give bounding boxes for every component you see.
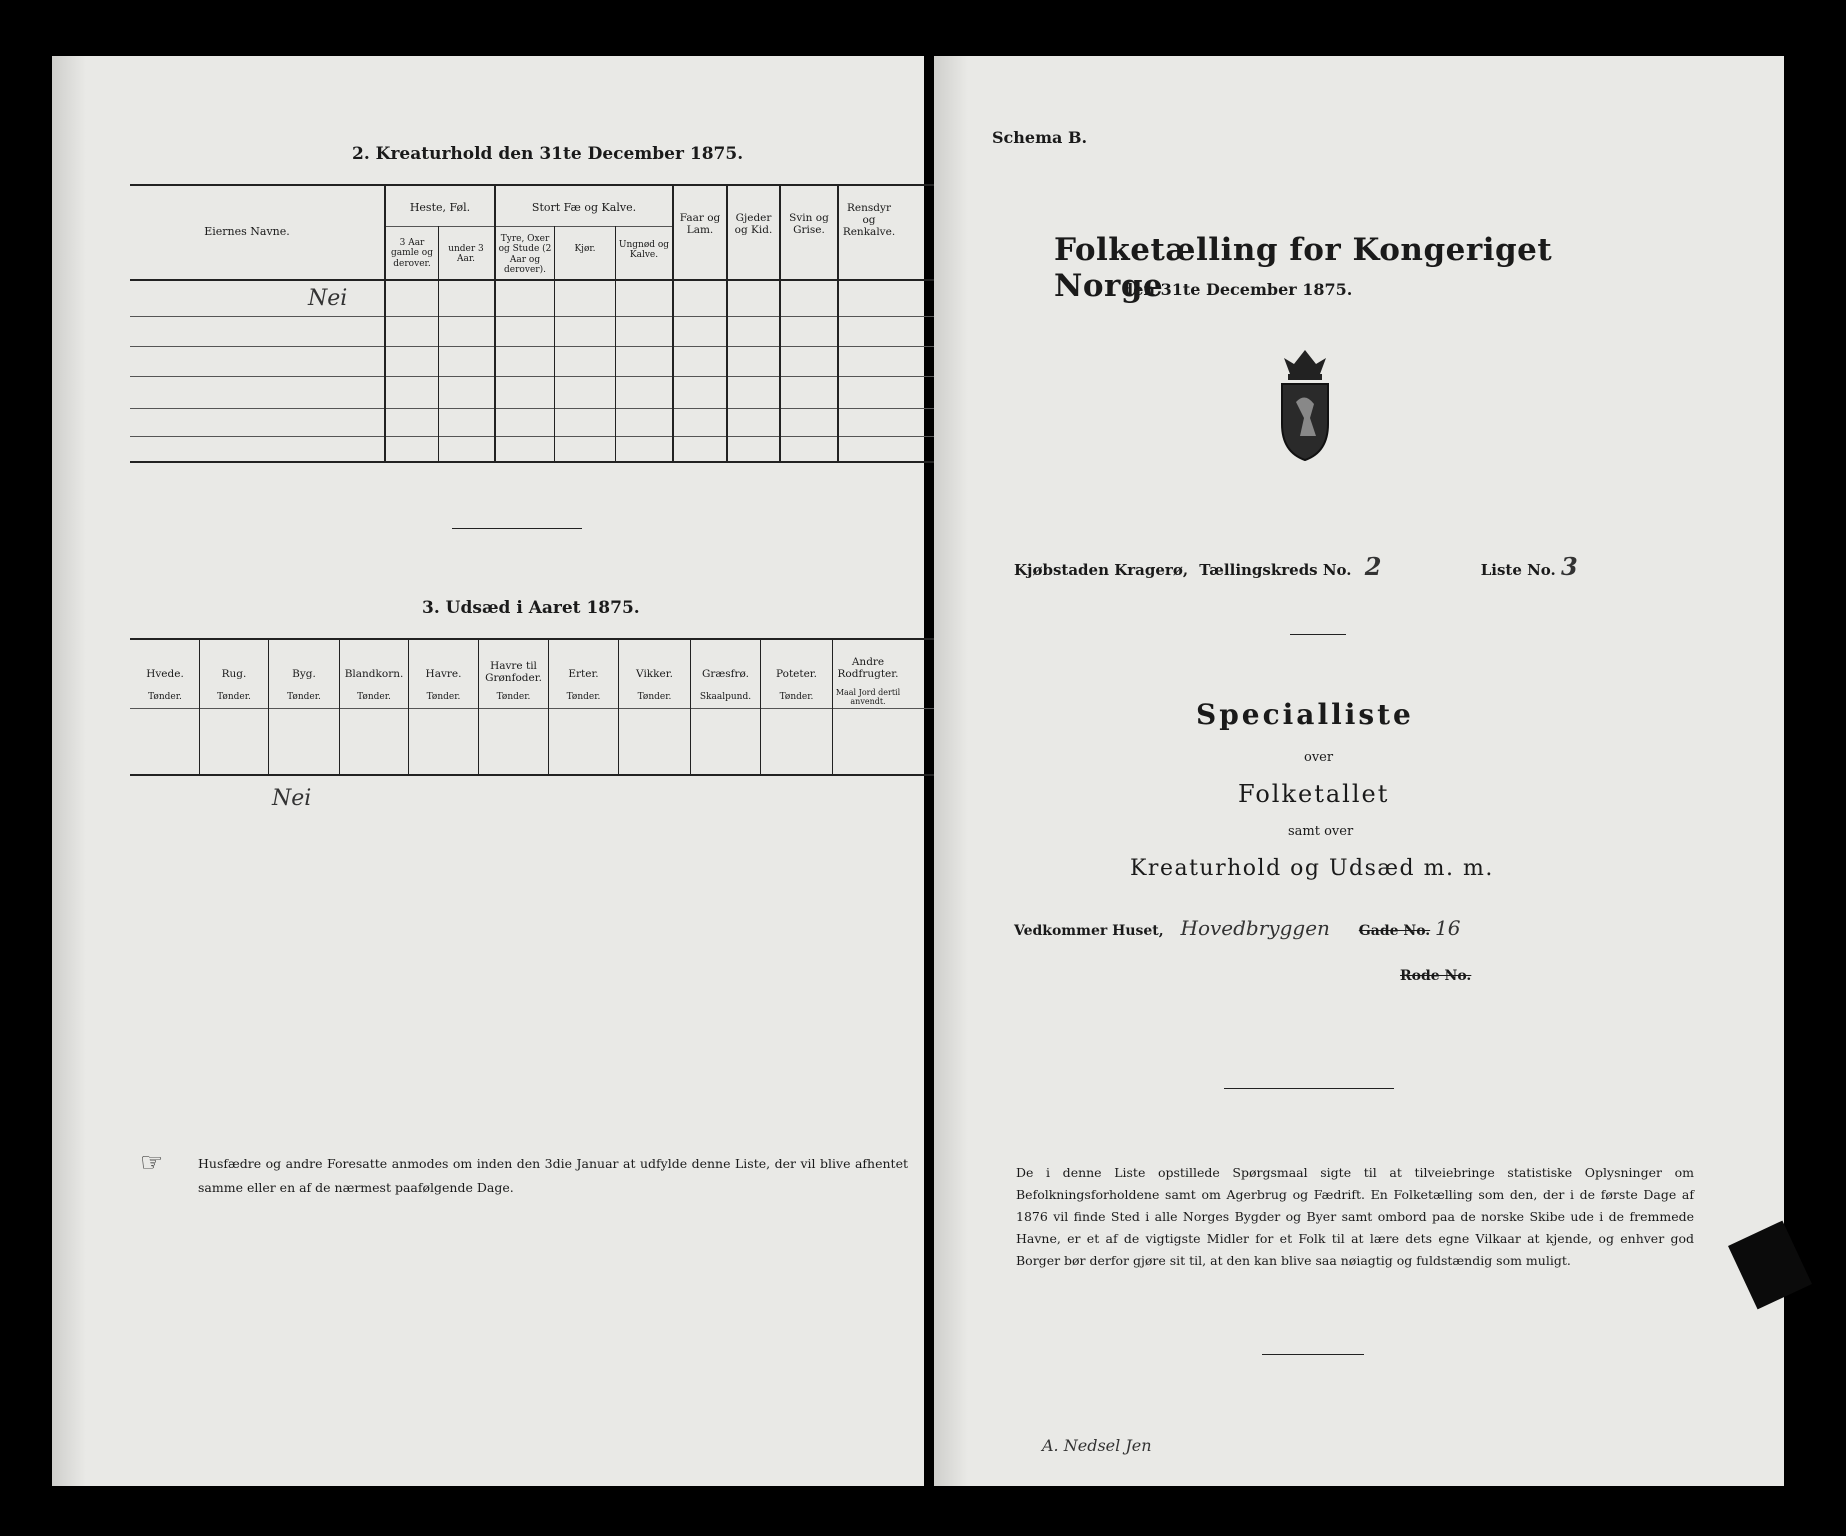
vedkommer-label: Vedkommer Huset, <box>1014 923 1164 939</box>
pointing-hand-icon: ☞ <box>140 1148 164 1178</box>
seed-erter: Erter. <box>568 668 599 680</box>
signature: A. Nedsel Jen <box>1042 1436 1152 1455</box>
seed-hvede: Hvede. <box>146 668 184 680</box>
kjobstaden-value: Kragerø, <box>1114 561 1189 579</box>
main-title: Folketælling for Kongeriget Norge <box>1054 232 1553 304</box>
vedkommer-line <box>1014 916 1461 940</box>
liste-label: Liste No. <box>1480 561 1556 579</box>
sub-horses-3: 3 Aar gamle og derover. <box>391 238 433 269</box>
intro-paragraph: De i denne Liste opstillede Spørgsmaal sigte til at tilveiebringe statistiske Oplysninger om Befolkningsforholdene samt om Agerbrug og Fædrift. En Folketælling som den, der i de første Dage af 1876 vil finde Sted i alle Norges Bygder og Byer samt ombord paa de norske Skibe ude i de fremmede Havne, er et af de vigtigste Midler for et Folk til at lære dets egne Vilkaar at kjende, og enhver god Borger bør derfor gjøre sit til, at den kan blive saa nøiagtig og fuldstændig som muligt. <box>1016 1165 1694 1268</box>
kreaturhold-title: Kreaturhold og Udsæd m. m. <box>1130 856 1494 881</box>
kjobstaden-label: Kjøbstaden <box>1014 561 1109 579</box>
rode-label: Rode No. <box>1400 968 1472 984</box>
col-faar: Faar og Lam. <box>679 212 721 237</box>
seed-vikker: Vikker. <box>636 668 673 680</box>
unit-rug: Tønder. <box>217 692 251 702</box>
folketallet-title: Folketallet <box>1238 780 1390 808</box>
unit-andre: Maal Jord dertil anvendt. <box>835 688 901 707</box>
unit-erter: Tønder. <box>566 692 601 702</box>
seed-havre: Havre. <box>425 668 462 680</box>
right-page <box>934 56 1784 1486</box>
group-cattle: Stort Fæ og Kalve. <box>531 201 637 214</box>
col-svin: Svin og Grise. <box>789 212 829 237</box>
location-line <box>1014 552 1734 581</box>
section2-title: 2. Kreaturhold den 31te December 1875. <box>352 144 744 164</box>
krets-value: 2 <box>1364 552 1382 581</box>
over-text: over <box>1304 750 1334 765</box>
seed-graesfro: Græsfrø. <box>701 668 750 680</box>
samt-over-text: samt over <box>1288 824 1354 839</box>
sub-horses-under3: under 3 Aar. <box>448 244 484 265</box>
seed-havre-gron: Havre til Grønfoder. <box>485 660 542 685</box>
seed-byg: Byg. <box>292 668 316 680</box>
unit-byg: Tønder. <box>287 692 321 702</box>
coat-of-arms-icon <box>1270 344 1340 464</box>
unit-havre: Tønder. <box>426 692 461 702</box>
vedkommer-value: Hovedbryggen <box>1180 916 1330 940</box>
sub-kjor: Kjør. <box>574 244 596 254</box>
krets-label: Tællingskreds No. <box>1199 561 1352 579</box>
unit-havre-gron: Tønder. <box>496 692 531 702</box>
census-date: den 31te December 1875. <box>1122 280 1353 299</box>
seed-rug: Rug. <box>221 668 247 680</box>
unit-vikker: Tønder. <box>637 692 672 702</box>
sub-ungnod: Ungnød og Kalve. <box>618 240 670 261</box>
section3-title: 3. Udsæd i Aaret 1875. <box>422 598 640 618</box>
seed-poteter: Poteter. <box>775 668 818 680</box>
unit-hvede: Tønder. <box>148 692 182 702</box>
col-rensdyr: Rensdyr og Renkalve. <box>842 202 896 239</box>
notice-text: Husfædre og andre Foresatte anmodes om inden den 3die Januar at udfylde denne Liste, der vil blive afhentet samme eller en af de nærmest paafølgende Dage. <box>198 1156 908 1195</box>
unit-poteter: Tønder. <box>779 692 814 702</box>
owner-header: Eiernes Navne. <box>204 225 290 238</box>
seed-blandkorn: Blandkorn. <box>344 668 404 680</box>
handwritten-nei-1: Nei <box>308 286 348 311</box>
unit-graesfro: Skaalpund. <box>699 692 752 702</box>
schema-label: Schema B. <box>992 128 1088 147</box>
group-horses: Heste, Føl. <box>409 201 471 214</box>
unit-blandkorn: Tønder. <box>357 692 391 702</box>
col-gjeder: Gjeder og Kid. <box>734 212 773 237</box>
seed-andre: Andre Rodfrugter. <box>837 656 899 681</box>
handwritten-nei-2: Nei <box>272 786 312 811</box>
gade-value: 16 <box>1435 916 1461 940</box>
sub-tyre: Tyre, Oxer og Stude (2 Aar og derover). <box>498 234 552 276</box>
gade-label: Gade No. <box>1358 923 1431 939</box>
liste-value: 3 <box>1561 552 1578 581</box>
specialliste-title: Specialliste <box>1196 698 1414 731</box>
left-page <box>52 56 924 1486</box>
